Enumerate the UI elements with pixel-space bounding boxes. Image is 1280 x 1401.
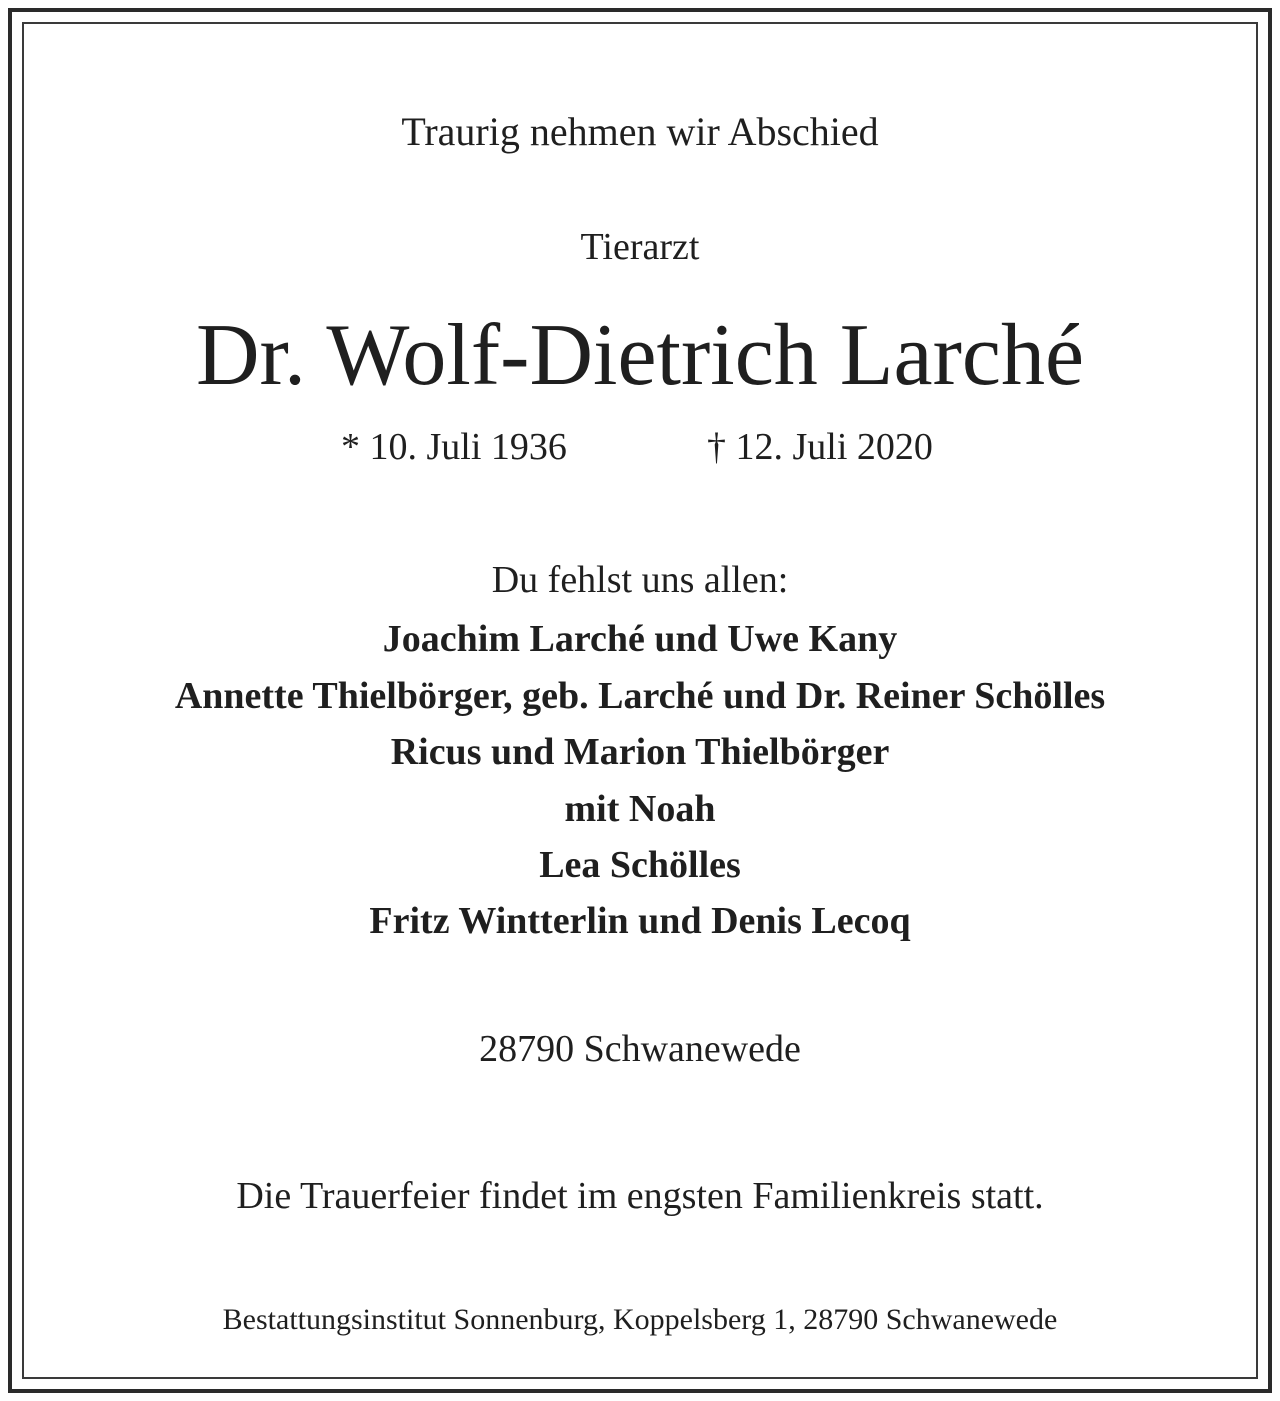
place: 28790 Schwanewede xyxy=(479,1028,801,1070)
death-date: † 12. Juli 2020 xyxy=(707,426,933,468)
service-note: Die Trauerfeier findet im engsten Familienkreis statt. xyxy=(236,1175,1044,1217)
mourner-line: Lea Schölles xyxy=(539,844,741,886)
deceased-name: Dr. Wolf-Dietrich Larché xyxy=(195,307,1085,404)
mourner-line: mit Noah xyxy=(564,788,716,830)
mourner-line: Joachim Larché und Uwe Kany xyxy=(382,618,898,660)
undertaker-info: Bestattungsinstitut Sonnenburg, Koppelsberg 1, 28790 Schwanewede xyxy=(222,1303,1058,1336)
intro-text: Traurig nehmen wir Abschied xyxy=(401,109,879,154)
mourner-line: Fritz Wintterlin und Denis Lecoq xyxy=(369,900,911,942)
birth-date: * 10. Juli 1936 xyxy=(341,426,567,468)
missed-text: Du fehlst uns allen: xyxy=(491,559,789,601)
mourner-line: Ricus und Marion Thielbörger xyxy=(390,731,890,773)
profession: Tierarzt xyxy=(580,226,700,268)
mourner-line: Annette Thielbörger, geb. Larché und Dr. Reiner Schölles xyxy=(174,675,1106,717)
